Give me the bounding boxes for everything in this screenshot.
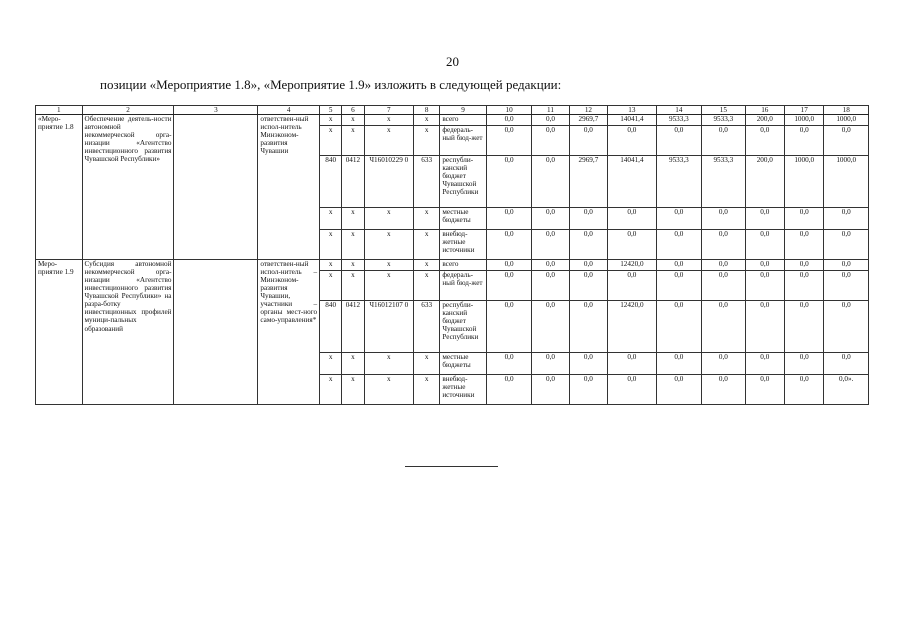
intro-text: позиции «Мероприятие 1.8», «Мероприятие 1.9» изложить в следующей редакции: [100, 77, 562, 92]
empty-column-3 [174, 115, 258, 260]
funding-value: 2969,7 [569, 115, 607, 126]
funding-value: 0,0 [569, 208, 607, 230]
budget-code-section: x [342, 271, 364, 301]
funding-value: 1000,0 [824, 156, 869, 208]
budget-code-target: Ч16012107 0 [364, 301, 414, 353]
funding-value: 0,0 [745, 230, 784, 260]
funding-value: 0,0 [532, 230, 569, 260]
funding-value: 0,0 [569, 271, 607, 301]
funding-value: 0,0 [486, 230, 531, 260]
funding-value: 0,0 [608, 208, 657, 230]
funding-value: 0,0 [532, 156, 569, 208]
funding-value: 0,0 [608, 126, 657, 156]
funding-value: 0,0 [824, 208, 869, 230]
header-cell: 7 [364, 106, 414, 115]
funding-value: 9533,3 [702, 156, 745, 208]
header-cell: 9 [440, 106, 487, 115]
header-cell: 11 [532, 106, 569, 115]
funding-value: 0,0 [486, 353, 531, 375]
measure-name: «Меро-приятие 1.8 [36, 115, 83, 260]
header-cell: 8 [414, 106, 440, 115]
budget-code-target: x [364, 260, 414, 271]
funding-value: 12420,0 [608, 260, 657, 271]
header-cell: 2 [82, 106, 174, 115]
funding-value: 0,0 [702, 353, 745, 375]
budget-code-type: x [414, 271, 440, 301]
measure-description: Обеспечение деятель-ности автономной некоммерческой орга-низации «Агентство инвестиционного развития Чувашской Республики» [82, 115, 174, 260]
budget-code-target: x [364, 208, 414, 230]
funding-value: 0,0 [656, 230, 701, 260]
funding-value: 1000,0 [785, 156, 824, 208]
funding-value: 0,0 [569, 353, 607, 375]
funding-value: 1000,0 [785, 115, 824, 126]
funding-value: 0,0 [532, 375, 569, 405]
funding-value: 0,0 [486, 301, 531, 353]
funding-value: 0,0 [656, 208, 701, 230]
budget-code-type: 633 [414, 301, 440, 353]
funding-value: 0,0 [532, 353, 569, 375]
funding-value: 14041,4 [608, 156, 657, 208]
executor: ответствен-ный испол-нитель – Минэконом-развития Чувашии, участники – органы мест-ного само-управления* [258, 260, 320, 405]
header-cell: 10 [486, 106, 531, 115]
funding-value: 0,0 [486, 156, 531, 208]
funding-value: 0,0 [702, 271, 745, 301]
funding-value: 0,0 [656, 260, 701, 271]
funding-value: 0,0 [486, 375, 531, 405]
budget-code-grbs: x [320, 126, 342, 156]
budget-code-target: x [364, 126, 414, 156]
funding-value: 0,0 [785, 271, 824, 301]
funding-value: 0,0 [532, 208, 569, 230]
funding-source: внебюд-жетные источники [440, 230, 487, 260]
funding-value: 0,0 [785, 208, 824, 230]
funding-value: 0,0 [824, 301, 869, 353]
funding-value: 0,0 [486, 208, 531, 230]
funding-value: 0,0». [824, 375, 869, 405]
funding-value: 0,0 [785, 353, 824, 375]
funding-value: 0,0 [656, 375, 701, 405]
funding-value: 0,0 [745, 301, 784, 353]
funding-value: 2969,7 [569, 156, 607, 208]
header-cell: 12 [569, 106, 607, 115]
funding-value: 0,0 [702, 126, 745, 156]
header-cell: 18 [824, 106, 869, 115]
budget-code-grbs: x [320, 353, 342, 375]
header-cell: 14 [656, 106, 701, 115]
funding-source: республи-канский бюджет Чувашской Республики [440, 301, 487, 353]
funding-source: всего [440, 260, 487, 271]
funding-value: 0,0 [486, 271, 531, 301]
funding-value: 0,0 [656, 301, 701, 353]
header-cell: 1 [36, 106, 83, 115]
funding-value: 0,0 [608, 375, 657, 405]
funding-value: 0,0 [532, 260, 569, 271]
budget-code-grbs: x [320, 115, 342, 126]
funding-value: 0,0 [656, 353, 701, 375]
funding-value: 0,0 [656, 126, 701, 156]
funding-value: 0,0 [569, 230, 607, 260]
budget-code-section: x [342, 126, 364, 156]
funding-value: 0,0 [702, 208, 745, 230]
executor: ответствен-ный испол-нитель Минэконом-развития Чувашии [258, 115, 320, 260]
budget-code-section: x [342, 230, 364, 260]
funding-value: 9533,3 [656, 156, 701, 208]
budget-code-grbs: x [320, 375, 342, 405]
budget-code-type: x [414, 115, 440, 126]
funding-value: 0,0 [824, 230, 869, 260]
funding-value: 0,0 [569, 260, 607, 271]
funding-source: всего [440, 115, 487, 126]
funding-value: 0,0 [486, 126, 531, 156]
budget-code-section: 0412 [342, 301, 364, 353]
funding-value: 200,0 [745, 115, 784, 126]
header-cell: 5 [320, 106, 342, 115]
funding-value: 0,0 [745, 260, 784, 271]
header-cell: 17 [785, 106, 824, 115]
budget-code-type: x [414, 208, 440, 230]
budget-code-type: 633 [414, 156, 440, 208]
funding-value: 0,0 [608, 230, 657, 260]
funding-value: 200,0 [745, 156, 784, 208]
budget-code-target: x [364, 375, 414, 405]
funding-value: 0,0 [824, 271, 869, 301]
budget-code-section: x [342, 115, 364, 126]
header-cell: 4 [258, 106, 320, 115]
funding-value: 0,0 [702, 301, 745, 353]
budget-code-grbs: x [320, 230, 342, 260]
funding-value: 9533,3 [702, 115, 745, 126]
funding-value: 0,0 [656, 271, 701, 301]
funding-value: 0,0 [532, 115, 569, 126]
funding-source: республи-канский бюджет Чувашской Республики [440, 156, 487, 208]
funding-value: 0,0 [745, 126, 784, 156]
funding-value: 0,0 [702, 230, 745, 260]
funding-value: 12420,0 [608, 301, 657, 353]
funding-value: 0,0 [702, 260, 745, 271]
budget-code-grbs: 840 [320, 301, 342, 353]
budget-code-grbs: x [320, 208, 342, 230]
measure-name: Меро-приятие 1.9 [36, 260, 83, 405]
funding-value: 0,0 [824, 353, 869, 375]
program-table [35, 105, 869, 405]
funding-value: 0,0 [745, 271, 784, 301]
funding-value: 0,0 [569, 375, 607, 405]
budget-code-type: x [414, 260, 440, 271]
funding-value: 0,0 [745, 353, 784, 375]
funding-value: 0,0 [486, 115, 531, 126]
funding-value: 0,0 [532, 126, 569, 156]
funding-source: местные бюджеты [440, 208, 487, 230]
funding-source: местные бюджеты [440, 353, 487, 375]
funding-value: 0,0 [745, 375, 784, 405]
funding-value: 0,0 [785, 375, 824, 405]
funding-value: 0,0 [785, 260, 824, 271]
header-cell: 3 [174, 106, 258, 115]
funding-source: федераль-ный бюд-жет [440, 126, 487, 156]
budget-code-target: x [364, 353, 414, 375]
funding-value: 0,0 [824, 126, 869, 156]
funding-value: 0,0 [785, 126, 824, 156]
measure-description: Субсидия автономной некоммерческой орга-низации «Агентство инвестиционного развития Чувашской Республики» на разра-ботку инвестиционных профилей муници-пальных образований [82, 260, 174, 405]
funding-value: 14041,4 [608, 115, 657, 126]
budget-code-target: x [364, 271, 414, 301]
budget-code-target: x [364, 230, 414, 260]
funding-value: 0,0 [785, 230, 824, 260]
budget-code-section: x [342, 375, 364, 405]
header-cell: 15 [702, 106, 745, 115]
header-cell: 16 [745, 106, 784, 115]
budget-code-type: x [414, 353, 440, 375]
funding-value: 0,0 [532, 271, 569, 301]
table-row [36, 115, 869, 126]
funding-value: 0,0 [785, 301, 824, 353]
funding-value: 0,0 [745, 208, 784, 230]
budget-code-section: x [342, 260, 364, 271]
budget-code-target: Ч16010229 0 [364, 156, 414, 208]
budget-code-grbs: x [320, 271, 342, 301]
funding-value: 0,0 [702, 375, 745, 405]
budget-code-grbs: x [320, 260, 342, 271]
budget-code-grbs: 840 [320, 156, 342, 208]
funding-value: 0,0 [569, 301, 607, 353]
funding-value: 0,0 [608, 353, 657, 375]
funding-source: внебюд-жетные источники [440, 375, 487, 405]
funding-value: 0,0 [486, 260, 531, 271]
footnote-separator [405, 466, 498, 467]
table-row [36, 260, 869, 271]
budget-code-type: x [414, 126, 440, 156]
funding-source: федераль-ный бюд-жет [440, 271, 487, 301]
funding-value: 0,0 [569, 126, 607, 156]
header-cell: 6 [342, 106, 364, 115]
funding-value: 0,0 [824, 260, 869, 271]
funding-value: 0,0 [608, 271, 657, 301]
header-row [36, 106, 869, 115]
budget-code-target: x [364, 115, 414, 126]
page-number: 20 [446, 54, 459, 69]
budget-code-section: x [342, 208, 364, 230]
budget-code-section: 0412 [342, 156, 364, 208]
empty-column-3 [174, 260, 258, 405]
budget-code-type: x [414, 375, 440, 405]
budget-code-section: x [342, 353, 364, 375]
header-cell: 13 [608, 106, 657, 115]
funding-value: 1000,0 [824, 115, 869, 126]
funding-value: 0,0 [532, 301, 569, 353]
budget-code-type: x [414, 230, 440, 260]
funding-value: 9533,3 [656, 115, 701, 126]
